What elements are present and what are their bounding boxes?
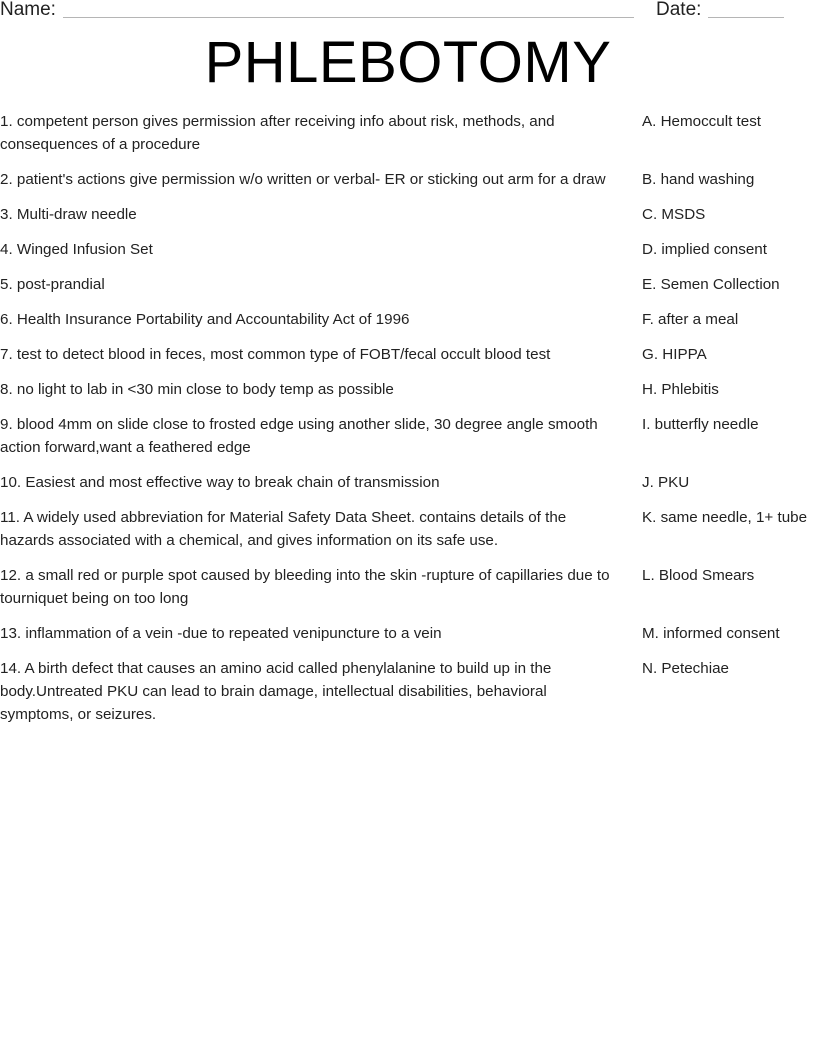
clue-text: 3. Multi-draw needle	[0, 206, 137, 223]
answer-option: K. same needle, 1+ tube	[642, 509, 808, 526]
answer-option: D. implied consent	[642, 241, 767, 258]
matching-row	[0, 657, 816, 726]
answer-option: I. butterfly needle	[642, 416, 759, 433]
answer-option: L. Blood Smears	[642, 567, 755, 584]
clue-text: 8. no light to lab in <30 min close to body temp as possible	[0, 381, 394, 398]
header-row	[0, 0, 816, 24]
answer-option: C. MSDS	[642, 206, 706, 223]
answer-option: H. Phlebitis	[642, 381, 719, 398]
matching-row	[0, 413, 816, 459]
answer-option: G. HIPPA	[642, 346, 707, 363]
answer-option: F. after a meal	[642, 311, 739, 328]
answer-option: E. Semen Collection	[642, 276, 780, 293]
answer-option: A. Hemoccult test	[642, 113, 762, 130]
answer-option: N. Petechiae	[642, 660, 729, 677]
matching-row	[0, 238, 816, 261]
name-field-line[interactable]	[63, 17, 634, 18]
matching-row	[0, 110, 816, 156]
clue-text: 6. Health Insurance Portability and Accountability Act of 1996	[0, 311, 410, 328]
clue-text: 5. post-prandial	[0, 276, 105, 293]
clue-text: 1. competent person gives permission after receiving info about risk, methods, and consequences of a procedure	[0, 113, 555, 153]
answer-option: J. PKU	[642, 474, 690, 491]
matching-list	[0, 110, 816, 738]
matching-row	[0, 168, 816, 191]
clue-text: 11. A widely used abbreviation for Material Safety Data Sheet. contains details of the hazards associated with a chemical, and gives information on its safe use.	[0, 509, 567, 549]
matching-row	[0, 622, 816, 645]
clue-text: 2. patient's actions give permission w/o written or verbal- ER or sticking out arm for a draw	[0, 171, 606, 188]
clue-text: 10. Easiest and most effective way to break chain of transmission	[0, 474, 440, 491]
matching-row	[0, 564, 816, 610]
clue-text: 12. a small red or purple spot caused by bleeding into the skin -rupture of capillaries due to tourniquet being on too long	[0, 567, 610, 607]
clue-text: 13. inflammation of a vein -due to repeated venipuncture to a vein	[0, 625, 442, 642]
matching-row	[0, 343, 816, 366]
name-label: Name:	[0, 0, 56, 20]
page-title: PHLEBOTOMY	[204, 30, 612, 95]
answer-option: M. informed consent	[642, 625, 780, 642]
clue-text: 4. Winged Infusion Set	[0, 241, 153, 258]
matching-row	[0, 506, 816, 552]
clue-text: 7. test to detect blood in feces, most common type of FOBT/fecal occult blood test	[0, 346, 551, 363]
clue-text: 9. blood 4mm on slide close to frosted edge using another slide, 30 degree angle smooth action forward,want a feathered edge	[0, 416, 598, 456]
clue-text: 14. A birth defect that causes an amino acid called phenylalanine to build up in the body.Untreated PKU can lead to brain damage, intellectual disabilities, behavioral symptoms, or seizures.	[0, 660, 552, 723]
matching-row	[0, 378, 816, 401]
answer-option: B. hand washing	[642, 171, 755, 188]
matching-row	[0, 471, 816, 494]
date-label: Date:	[656, 0, 702, 20]
matching-row	[0, 308, 816, 331]
date-field-line[interactable]	[708, 17, 784, 18]
matching-row	[0, 273, 816, 296]
matching-row	[0, 203, 816, 226]
